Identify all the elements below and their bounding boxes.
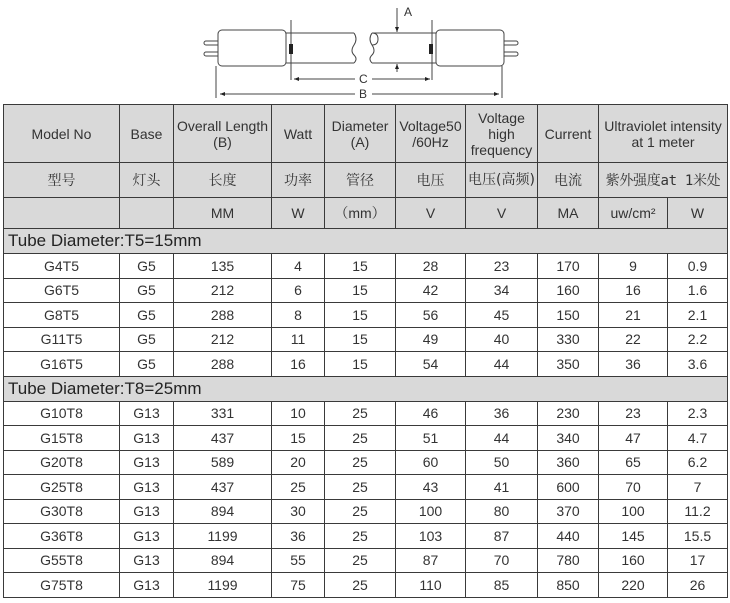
header-voltage: Voltage50 /60Hz [396, 105, 466, 163]
cell-watt: 25 [272, 475, 325, 500]
cell-length: 894 [174, 499, 272, 524]
cell-voltage-hf: 23 [466, 254, 538, 279]
header-diameter: Diameter (A) [325, 105, 396, 163]
cell-watt: 30 [272, 499, 325, 524]
cell-voltage-hf: 41 [466, 475, 538, 500]
cell-uv-intensity: 22 [599, 327, 668, 352]
table-row [4, 475, 728, 500]
unit-watt: W [272, 198, 325, 229]
header-uv-intensity: Ultraviolet intensity at 1 meter [599, 105, 728, 163]
cell-model: G15T8 [4, 426, 120, 451]
cell-voltage-hf: 44 [466, 352, 538, 377]
cell-base: G5 [120, 327, 174, 352]
cell-current: 330 [538, 327, 599, 352]
table-row [4, 327, 728, 352]
cell-uv-watt: 6.2 [668, 450, 728, 475]
cell-uv-intensity: 220 [599, 573, 668, 598]
header-zh-base: 灯头 [120, 163, 174, 198]
section-title: Tube Diameter:T8=25mm [4, 376, 728, 401]
table-row [4, 450, 728, 475]
cell-voltage: 56 [396, 303, 466, 328]
cell-uv-watt: 3.6 [668, 352, 728, 377]
cell-uv-intensity: 65 [599, 450, 668, 475]
header-base: Base [120, 105, 174, 163]
cell-uv-watt: 26 [668, 573, 728, 598]
cell-diameter: 15 [325, 254, 396, 279]
cell-voltage-hf: 80 [466, 499, 538, 524]
cell-uv-watt: 2.2 [668, 327, 728, 352]
cell-watt: 8 [272, 303, 325, 328]
cell-length: 894 [174, 548, 272, 573]
cell-uv-watt: 11.2 [668, 499, 728, 524]
cell-diameter: 15 [325, 303, 396, 328]
cell-voltage-hf: 50 [466, 450, 538, 475]
table-row [4, 499, 728, 524]
cell-current: 160 [538, 278, 599, 303]
header-zh-voltage: 电压 [396, 163, 466, 198]
header-row-units [4, 198, 728, 229]
cell-model: G75T8 [4, 573, 120, 598]
cell-diameter: 25 [325, 401, 396, 426]
unit-uv-watt: W [668, 198, 728, 229]
cell-model: G6T5 [4, 278, 120, 303]
cell-voltage: 51 [396, 426, 466, 451]
cell-uv-watt: 7 [668, 475, 728, 500]
cell-base: G13 [120, 426, 174, 451]
header-current: Current [538, 105, 599, 163]
cell-uv-intensity: 47 [599, 426, 668, 451]
cell-uv-intensity: 100 [599, 499, 668, 524]
cell-uv-intensity: 145 [599, 524, 668, 549]
cell-model: G4T5 [4, 254, 120, 279]
table-row [4, 426, 728, 451]
table-row [4, 401, 728, 426]
cell-length: 1199 [174, 573, 272, 598]
table-row [4, 352, 728, 377]
header-model: Model No [4, 105, 120, 163]
dimension-label-a: A [404, 5, 413, 19]
cell-uv-intensity: 16 [599, 278, 668, 303]
cell-diameter: 15 [325, 327, 396, 352]
cell-base: G5 [120, 303, 174, 328]
section-header [4, 229, 728, 254]
cell-voltage-hf: 40 [466, 327, 538, 352]
cell-length: 331 [174, 401, 272, 426]
cell-base: G5 [120, 254, 174, 279]
cell-current: 350 [538, 352, 599, 377]
header-zh-current: 电流 [538, 163, 599, 198]
cell-base: G5 [120, 278, 174, 303]
cell-uv-intensity: 21 [599, 303, 668, 328]
header-zh-diameter: 管径 [325, 163, 396, 198]
cell-diameter: 15 [325, 278, 396, 303]
section-title: Tube Diameter:T5=15mm [4, 229, 728, 254]
cell-voltage: 60 [396, 450, 466, 475]
unit-current: MA [538, 198, 599, 229]
cell-current: 850 [538, 573, 599, 598]
cell-voltage: 49 [396, 327, 466, 352]
cell-model: G25T8 [4, 475, 120, 500]
cell-base: G13 [120, 499, 174, 524]
cell-model: G36T8 [4, 524, 120, 549]
cell-voltage: 28 [396, 254, 466, 279]
cell-model: G10T8 [4, 401, 120, 426]
cell-base: G13 [120, 524, 174, 549]
cell-watt: 15 [272, 426, 325, 451]
cell-diameter: 25 [325, 499, 396, 524]
cell-current: 360 [538, 450, 599, 475]
cell-diameter: 25 [325, 475, 396, 500]
cell-model: G8T5 [4, 303, 120, 328]
cell-watt: 75 [272, 573, 325, 598]
cell-model: G55T8 [4, 548, 120, 573]
cell-watt: 36 [272, 524, 325, 549]
header-row-chinese [4, 163, 728, 198]
cell-length: 288 [174, 303, 272, 328]
cell-length: 589 [174, 450, 272, 475]
cell-base: G13 [120, 548, 174, 573]
cell-uv-watt: 0.9 [668, 254, 728, 279]
header-zh-uv: 紫外强度at 1米处 [599, 163, 728, 198]
cell-uv-watt: 4.7 [668, 426, 728, 451]
cell-voltage: 54 [396, 352, 466, 377]
cell-length: 212 [174, 278, 272, 303]
unit-diameter: （mm） [325, 198, 396, 229]
cell-uv-watt: 17 [668, 548, 728, 573]
cell-voltage: 100 [396, 499, 466, 524]
table-row [4, 254, 728, 279]
header-voltage-hf: Voltage high frequency [466, 105, 538, 163]
cell-model: G30T8 [4, 499, 120, 524]
table-row [4, 548, 728, 573]
cell-base: G5 [120, 352, 174, 377]
cell-diameter: 25 [325, 573, 396, 598]
cell-voltage-hf: 45 [466, 303, 538, 328]
cell-voltage: 103 [396, 524, 466, 549]
unit-voltage: V [396, 198, 466, 229]
cell-watt: 4 [272, 254, 325, 279]
cell-model: G20T8 [4, 450, 120, 475]
cell-current: 340 [538, 426, 599, 451]
unit-model [4, 198, 120, 229]
table-row [4, 573, 728, 598]
cell-watt: 11 [272, 327, 325, 352]
cell-voltage-hf: 87 [466, 524, 538, 549]
dimension-label-b: B [359, 87, 368, 101]
cell-current: 150 [538, 303, 599, 328]
cell-length: 212 [174, 327, 272, 352]
cell-diameter: 15 [325, 352, 396, 377]
cell-model: G16T5 [4, 352, 120, 377]
cell-watt: 6 [272, 278, 325, 303]
unit-base [120, 198, 174, 229]
cell-voltage: 110 [396, 573, 466, 598]
cell-uv-watt: 2.1 [668, 303, 728, 328]
cell-length: 288 [174, 352, 272, 377]
cell-diameter: 25 [325, 450, 396, 475]
cell-voltage-hf: 85 [466, 573, 538, 598]
cell-uv-watt: 1.6 [668, 278, 728, 303]
cell-uv-intensity: 70 [599, 475, 668, 500]
cell-length: 437 [174, 426, 272, 451]
unit-length: MM [174, 198, 272, 229]
cell-uv-watt: 2.3 [668, 401, 728, 426]
cell-current: 170 [538, 254, 599, 279]
cell-length: 1199 [174, 524, 272, 549]
cell-base: G13 [120, 401, 174, 426]
header-zh-voltage-hf: 电压(高频) [466, 163, 538, 198]
table-row [4, 278, 728, 303]
table-row [4, 303, 728, 328]
cell-voltage-hf: 44 [466, 426, 538, 451]
tube-dimension-diagram [190, 0, 540, 105]
cell-diameter: 25 [325, 548, 396, 573]
cell-current: 600 [538, 475, 599, 500]
dimension-label-c: C [359, 72, 368, 86]
table-row [4, 524, 728, 549]
cell-uv-intensity: 23 [599, 401, 668, 426]
cell-watt: 16 [272, 352, 325, 377]
cell-base: G13 [120, 573, 174, 598]
header-length: Overall Length (B) [174, 105, 272, 163]
cell-diameter: 25 [325, 426, 396, 451]
header-zh-watt: 功率 [272, 163, 325, 198]
cell-base: G13 [120, 450, 174, 475]
cell-length: 135 [174, 254, 272, 279]
cell-length: 437 [174, 475, 272, 500]
header-zh-model: 型号 [4, 163, 120, 198]
uv-lamp-spec-table [3, 104, 728, 598]
cell-voltage-hf: 70 [466, 548, 538, 573]
cell-voltage: 42 [396, 278, 466, 303]
cell-base: G13 [120, 475, 174, 500]
cell-voltage: 46 [396, 401, 466, 426]
cell-current: 370 [538, 499, 599, 524]
unit-uv-intensity: uw/cm² [599, 198, 668, 229]
cell-current: 230 [538, 401, 599, 426]
cell-uv-intensity: 160 [599, 548, 668, 573]
header-row-english [4, 105, 728, 163]
cell-model: G11T5 [4, 327, 120, 352]
header-watt: Watt [272, 105, 325, 163]
cell-voltage-hf: 36 [466, 401, 538, 426]
cell-uv-intensity: 36 [599, 352, 668, 377]
cell-uv-intensity: 9 [599, 254, 668, 279]
cell-watt: 55 [272, 548, 325, 573]
cell-watt: 10 [272, 401, 325, 426]
cell-uv-watt: 15.5 [668, 524, 728, 549]
cell-current: 780 [538, 548, 599, 573]
cell-voltage: 43 [396, 475, 466, 500]
cell-diameter: 25 [325, 524, 396, 549]
cell-voltage: 87 [396, 548, 466, 573]
cell-current: 440 [538, 524, 599, 549]
cell-watt: 20 [272, 450, 325, 475]
cell-voltage-hf: 34 [466, 278, 538, 303]
section-header [4, 376, 728, 401]
header-zh-length: 长度 [174, 163, 272, 198]
unit-voltage-hf: V [466, 198, 538, 229]
